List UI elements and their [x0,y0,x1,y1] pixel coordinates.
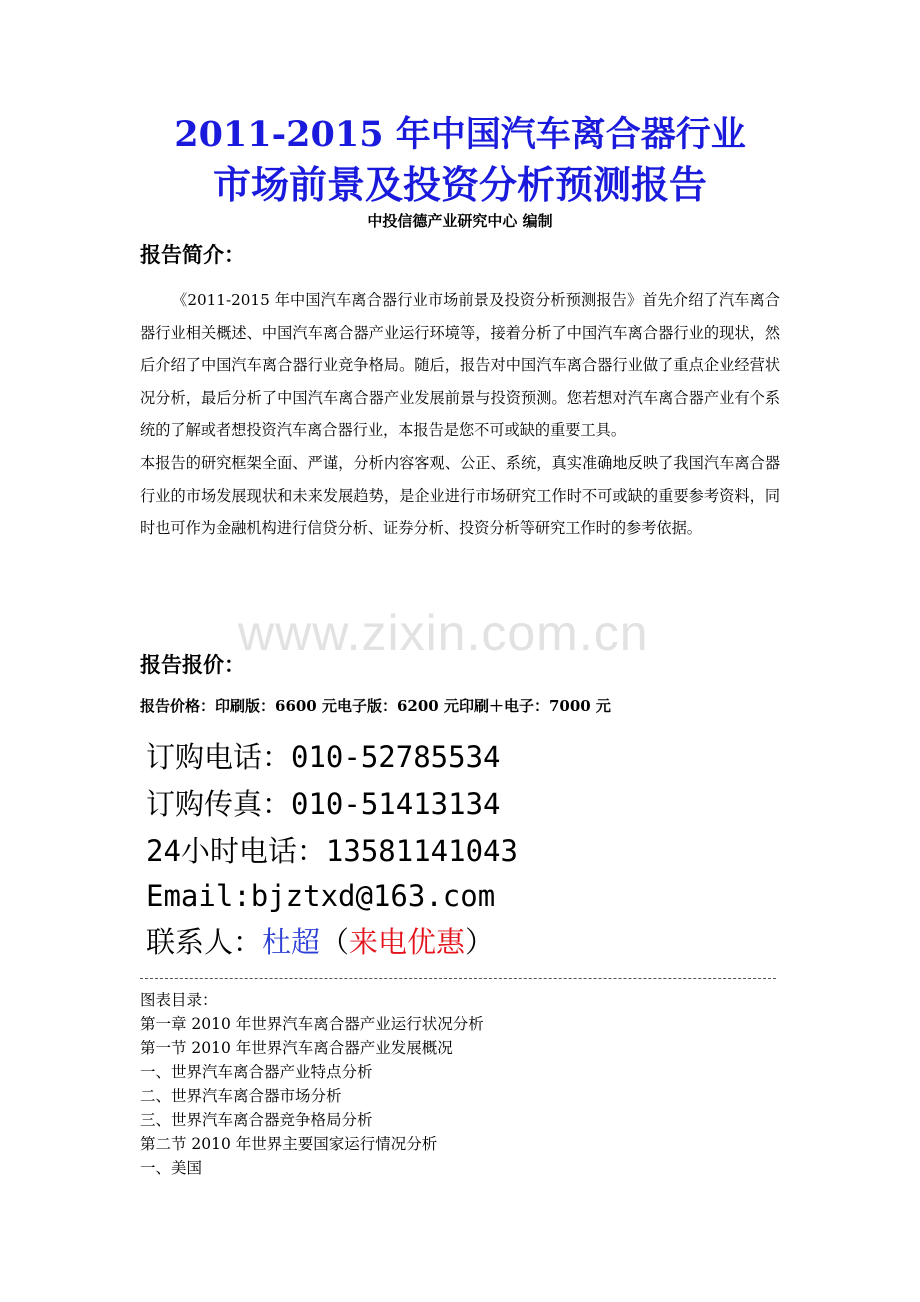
contact-person-name: 杜超 [262,925,321,959]
intro-body [140,284,780,545]
table-of-contents [140,988,484,1180]
toc-item: 三、世界汽车离合器竞争格局分析 [140,1111,373,1129]
toc-item: 第一章 2010 年世界汽车离合器产业运行状况分析 [140,1015,484,1033]
price-heading: 报告报价： [140,653,245,677]
paren-close: ） [465,925,495,959]
hotline: 24小时电话：13581141043 [146,834,518,868]
report-title-line2: 市场前景及投资分析预测报告 [212,163,707,207]
toc-label: 图表目录： [140,991,218,1009]
toc-item: 二、世界汽车离合器市场分析 [140,1087,342,1105]
compiler-line: 中投信德产业研究中心 编制 [367,212,553,230]
promo-text: 来电优惠 [349,925,466,959]
toc-item: 第一节 2010 年世界汽车离合器产业发展概况 [140,1039,453,1057]
contact-person [146,922,494,962]
report-title-line1: 2011-2015 年中国汽车离合器行业 [174,114,746,155]
site-watermark: www.zixin.com.cn [238,605,649,661]
price-line: 报告价格：印刷版：6600 元电子版：6200 元印刷＋电子：7000 元 [140,697,611,715]
dashed-divider [140,978,776,979]
intro-paragraph-2: 本报告的研究框架全面、严谨，分析内容客观、公正、系统，真实准确地反映了我国汽车离合器行业的市场发展现状和未来发展趋势，是企业进行市场研究工作时不可或缺的重要参考资料，同时也可作为金融机构进行信贷分析、证券分析、投资分析等研究工作时的参考依据。 [140,453,780,538]
paren-open: （ [320,925,350,959]
email: Email:bjztxd@163.com [146,879,496,913]
order-phone: 订购电话：010-52785534 [146,740,501,774]
toc-item: 一、美国 [140,1159,203,1177]
intro-heading: 报告简介： [140,243,245,267]
contact-person-label: 联系人： [146,925,263,959]
toc-item: 一、世界汽车离合器产业特点分析 [140,1063,373,1081]
toc-item: 第二节 2010 年世界主要国家运行情况分析 [140,1135,438,1153]
order-fax: 订购传真：010-51413134 [146,787,501,821]
intro-paragraph-1: 《2011-2015 年中国汽车离合器行业市场前景及投资分析预测报告》首先介绍了汽车离合器行业相关概述、中国汽车离合器产业运行环境等，接着分析了中国汽车离合器行业的现状，然后介绍了中国汽车离合器行业竞争格局。随后，报告对中国汽车离合器行业做了重点企业经营状况分析，最后分析了中国汽车离合器产业发展前景与投资预测。您若想对汽车离合器产业有个系统的了解或者想投资汽车离合器行业，本报告是您不可或缺的重要工具。 [140,291,780,440]
